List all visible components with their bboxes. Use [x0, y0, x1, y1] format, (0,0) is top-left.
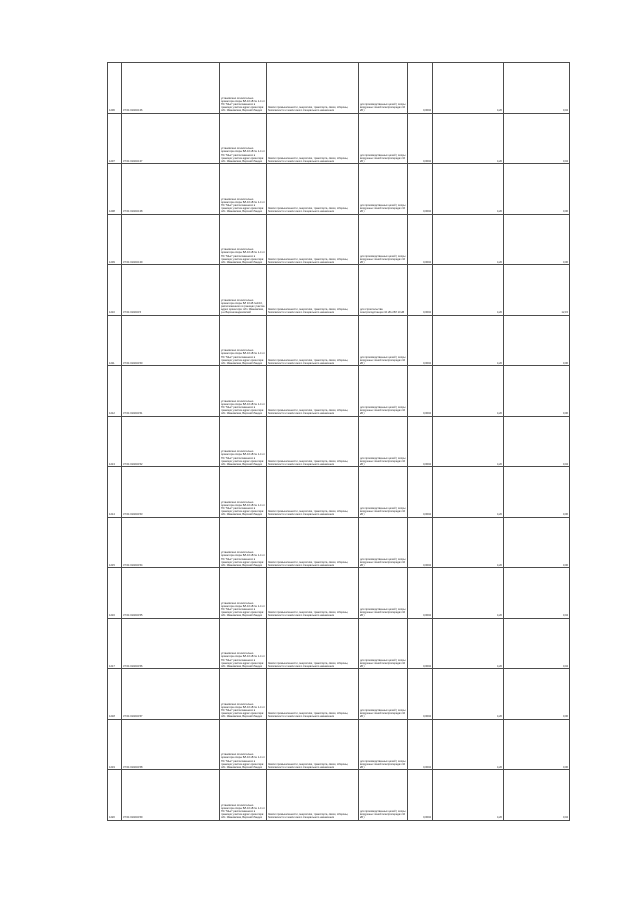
- area-cell-text: 0,0004: [423, 765, 431, 769]
- rate-cell: [433, 366, 504, 417]
- rate-cell-text: 4,20: [496, 311, 502, 315]
- cadastral-number-cell-text: 37:01:010243:50: [123, 361, 143, 365]
- rate-cell: [433, 770, 504, 821]
- area-cell: [408, 265, 433, 316]
- permitted-use-cell-text: для производственных целей ( опоры воздушных линий электропередач 10 кВ ): [360, 557, 406, 567]
- cadastral-number-cell-text: 37:01:010243:58: [123, 765, 143, 769]
- area-cell: [408, 164, 433, 215]
- area-cell-text: 0,0004: [423, 563, 431, 567]
- land-category-cell: [267, 265, 359, 316]
- land-category-cell-text: Земли промышленности, энергетики, транспорта, связи, обороны, безопасности и земли иного специального назначения: [268, 712, 349, 719]
- cadastral-number-cell: [122, 719, 220, 770]
- land-category-cell: [267, 770, 359, 821]
- table-row: [108, 669, 570, 720]
- location-cell: [220, 265, 267, 316]
- table-row: [108, 719, 570, 770]
- row-number-cell-text: 1216: [109, 614, 115, 618]
- location-cell-text: установлено относительно ориентира опоры ВЛ-10 кВ № 1-4 от ПС "Мыс" расположенного в границах участка адрес ориентира: обл. Ивановская, Верхний Ландех: [221, 147, 265, 163]
- cadastral-number-cell: [122, 770, 220, 821]
- permitted-use-cell: [359, 770, 408, 821]
- row-number-cell: [108, 113, 122, 164]
- location-cell-text: установлено относительно ориентира опоры ВЛ-10 кВ № 1-4 от ПС "Мыс" расположенного в границах участка адрес ориентира: обл. Ивановская, Верхний Ландех: [221, 702, 265, 719]
- permitted-use-cell: [359, 517, 408, 568]
- permitted-use-cell-text: для производственных целей ( опоры воздушных линий электропередач 10 кВ ): [360, 103, 406, 113]
- tax-value-cell: [504, 164, 570, 215]
- tax-value-cell-text: 0,04: [562, 614, 568, 618]
- land-category-cell-text: Земли промышленности, энергетики, транспорта, связи, обороны, безопасности и земли иного специального назначения: [268, 257, 349, 264]
- tax-value-cell-text: 0,06: [562, 765, 568, 769]
- location-cell-text: установлено относительно ориентира опоры ВЛ-10 кВ № 1-4 от ПС "Мыс" расположенного в границах участка адрес ориентира: обл. Ивановская, Верхний Ландех: [221, 601, 265, 618]
- tax-value-cell-text: 0,06: [562, 412, 568, 416]
- location-cell: [220, 164, 267, 215]
- rate-cell-text: 4,20: [496, 664, 502, 668]
- cadastral-number-cell-text: 37:01:010243:47: [123, 159, 143, 163]
- area-cell: [408, 770, 433, 821]
- tax-value-cell: [504, 113, 570, 164]
- land-category-cell: [267, 315, 359, 366]
- tax-value-cell: [504, 416, 570, 467]
- land-category-cell-text: Земли промышленности, энергетики, транспорта, связи, обороны, безопасности и земли иного специального назначения: [268, 459, 349, 466]
- table-row: [108, 618, 570, 669]
- row-number-cell-text: 1212: [109, 412, 115, 416]
- table-row: [108, 517, 570, 568]
- permitted-use-cell-text: для производственных целей ( опоры воздушных линий электропередач 10 кВ ): [360, 658, 406, 668]
- land-category-cell-text: Земли промышленности, энергетики, транспорта, связи, обороны, безопасности и земли иного специального назначения: [268, 661, 349, 668]
- cadastral-number-cell-text: 37:01:010243:53: [123, 513, 143, 517]
- rate-cell-text: 4,20: [496, 816, 502, 820]
- row-number-cell: [108, 618, 122, 669]
- location-cell: [220, 719, 267, 770]
- rate-cell-text: 4,20: [496, 361, 502, 365]
- land-category-cell-text: Земли промышленности, энергетики, транспорта, связи, обороны, безопасности и земли иного специального назначения: [268, 813, 349, 820]
- row-number-cell: [108, 265, 122, 316]
- tax-value-cell: [504, 770, 570, 821]
- location-cell: [220, 63, 267, 114]
- location-cell: [220, 770, 267, 821]
- location-cell-text: установлено относительно ориентира опоры ВЛ-10 кВ № 1-4 от ПС "Мыс" расположенного в границах участка адрес ориентира: обл. Ивановская, Верхний Ландех: [221, 803, 265, 820]
- table-row: [108, 467, 570, 518]
- land-category-cell: [267, 366, 359, 417]
- rate-cell: [433, 568, 504, 619]
- row-number-cell-text: 1217: [109, 664, 115, 668]
- area-cell-text: 0,0004: [423, 260, 431, 264]
- rate-cell: [433, 416, 504, 467]
- land-category-cell-text: Земли промышленности, энергетики, транспорта, связи, обороны, безопасности и земли иного специального назначения: [268, 308, 349, 315]
- location-cell: [220, 416, 267, 467]
- rate-cell-text: 4,20: [496, 614, 502, 618]
- table-body: [108, 63, 570, 821]
- location-cell-text: установлено относительно ориентира опоры ВЛ-10 кВ № 1-4 от ПС "Мыс" расположенного в границах участка адрес ориентира: обл. Ивановская, Верхний Ландех: [221, 551, 265, 567]
- location-cell-text: установлено относительно ориентира опоры ВЛ-10 кВ № 1-4 от ПС "Мыс" расположенного в границах участка адрес ориентира: обл. Ивановская, Верхний Ландех: [221, 500, 265, 517]
- cadastral-number-cell: [122, 416, 220, 467]
- cadastral-number-cell-text: 37:01:010243:52: [123, 462, 143, 466]
- land-category-cell: [267, 164, 359, 215]
- land-registry-table: [107, 62, 570, 821]
- rate-cell-text: 4,20: [496, 563, 502, 567]
- location-cell-text: установлено относительно ориентира опоры ВЛ-10 кВ № 1-4 от ПС "Мыс" расположенного в границах участка адрес ориентира: обл. Ивановская, Верхний Ландех: [221, 349, 265, 365]
- permitted-use-cell-text: для производственных целей ( опоры воздушных линий электропередач 10 кВ ): [360, 709, 406, 719]
- row-number-cell: [108, 214, 122, 265]
- row-number-cell-text: 1215: [109, 563, 115, 567]
- cadastral-number-cell: [122, 568, 220, 619]
- area-cell: [408, 63, 433, 114]
- row-number-cell: [108, 467, 122, 518]
- area-cell-text: 0,0004: [423, 715, 431, 719]
- land-category-cell: [267, 113, 359, 164]
- rate-cell-text: 4,20: [496, 765, 502, 769]
- cadastral-number-cell: [122, 467, 220, 518]
- permitted-use-cell-text: для производственных целей ( опоры воздушных линий электропередач 10 кВ ): [360, 254, 406, 264]
- table-row: [108, 416, 570, 467]
- location-cell: [220, 517, 267, 568]
- land-category-cell: [267, 618, 359, 669]
- area-cell: [408, 214, 433, 265]
- permitted-use-cell: [359, 568, 408, 619]
- land-category-cell: [267, 63, 359, 114]
- row-number-cell: [108, 315, 122, 366]
- row-number-cell: [108, 517, 122, 568]
- land-category-cell-text: Земли промышленности, энергетики, транспорта, связи, обороны, безопасности и земли иного специального назначения: [268, 762, 349, 769]
- area-cell: [408, 416, 433, 467]
- rate-cell: [433, 164, 504, 215]
- cadastral-number-cell: [122, 214, 220, 265]
- land-category-cell-text: Земли промышленности, энергетики, транспорта, связи, обороны, безопасности и земли иного специального назначения: [268, 409, 349, 416]
- tax-value-cell-text: 0,06: [562, 715, 568, 719]
- location-cell: [220, 669, 267, 720]
- area-cell-text: 0,0004: [423, 816, 431, 820]
- cadastral-number-cell-text: 37:01:010243:49: [123, 260, 143, 264]
- rate-cell-text: 4,20: [496, 159, 502, 163]
- rate-cell-text: 4,20: [496, 715, 502, 719]
- area-cell-text: 0,0004: [423, 412, 431, 416]
- area-cell-text: 0,0004: [423, 210, 431, 214]
- cadastral-number-cell-text: 37:01:010243:54: [123, 563, 143, 567]
- cadastral-number-cell: [122, 517, 220, 568]
- tax-value-cell: [504, 63, 570, 114]
- cadastral-number-cell-text: 37:01:010243:56: [123, 664, 143, 668]
- cadastral-number-cell-text: 37:01:010243:59: [123, 816, 143, 820]
- tax-value-cell: [504, 618, 570, 669]
- cadastral-number-cell-text: 37:01:010243:55: [123, 614, 143, 618]
- land-category-cell: [267, 568, 359, 619]
- row-number-cell-text: 1207: [109, 159, 115, 163]
- rate-cell: [433, 113, 504, 164]
- land-category-cell-text: Земли промышленности, энергетики, транспорта, связи, обороны, безопасности и земли иного специального назначения: [268, 358, 349, 365]
- table-row: [108, 770, 570, 821]
- row-number-cell-text: 1206: [109, 109, 115, 113]
- area-cell: [408, 669, 433, 720]
- rate-cell: [433, 669, 504, 720]
- location-cell: [220, 315, 267, 366]
- cadastral-number-cell-text: 37:01:010243:46: [123, 109, 143, 113]
- rate-cell-text: 4,20: [496, 210, 502, 214]
- rate-cell-text: 4,20: [496, 412, 502, 416]
- rate-cell: [433, 719, 504, 770]
- tax-value-cell-text: 0,04: [562, 159, 568, 163]
- land-category-cell-text: Земли промышленности, энергетики, транспорта, связи, обороны, безопасности и земли иного специального назначения: [268, 207, 349, 214]
- land-category-cell: [267, 467, 359, 518]
- row-number-cell-text: 1208: [109, 210, 115, 214]
- land-category-cell-text: Земли промышленности, энергетики, транспорта, связи, обороны, безопасности и земли иного специального назначения: [268, 611, 349, 618]
- cadastral-number-cell-text: 37:01:010243:51: [123, 412, 143, 416]
- rate-cell-text: 4,20: [496, 462, 502, 466]
- rate-cell-text: 4,20: [496, 513, 502, 517]
- location-cell: [220, 214, 267, 265]
- location-cell: [220, 467, 267, 518]
- permitted-use-cell-text: для производственных целей ( опоры воздушных линий электропередач 10 кВ ): [360, 153, 406, 163]
- area-cell: [408, 467, 433, 518]
- table-row: [108, 265, 570, 316]
- area-cell-text: 0,0004: [423, 614, 431, 618]
- area-cell: [408, 568, 433, 619]
- area-cell-text: 0,0004: [423, 311, 431, 315]
- permitted-use-cell-text: для производственных целей ( опоры воздушных линий электропередач 10 кВ ): [360, 355, 406, 365]
- permitted-use-cell: [359, 719, 408, 770]
- tax-value-cell-text: 0,04: [562, 462, 568, 466]
- location-cell: [220, 113, 267, 164]
- cadastral-number-cell: [122, 618, 220, 669]
- row-number-cell: [108, 770, 122, 821]
- table-row: [108, 164, 570, 215]
- row-number-cell: [108, 416, 122, 467]
- row-number-cell: [108, 164, 122, 215]
- location-cell-text: установлено относительно ориентира опоры ВЛ-10 кВ № 1-4 от ПС "Мыс" расположенного в границах участка адрес ориентира: обл. Ивановская, Верхний Ландех: [221, 248, 265, 264]
- area-cell: [408, 315, 433, 366]
- row-number-cell: [108, 568, 122, 619]
- tax-value-cell: [504, 315, 570, 366]
- cadastral-number-cell: [122, 315, 220, 366]
- tax-value-cell-text: 0,06: [562, 563, 568, 567]
- permitted-use-cell: [359, 265, 408, 316]
- row-number-cell-text: 1213: [109, 462, 115, 466]
- area-cell: [408, 719, 433, 770]
- land-category-cell: [267, 517, 359, 568]
- tax-value-cell: [504, 719, 570, 770]
- land-category-cell-text: Земли промышленности, энергетики, транспорта, связи, обороны, безопасности и земли иного специального назначения: [268, 560, 349, 567]
- rate-cell: [433, 214, 504, 265]
- row-number-cell-text: 1214: [109, 513, 115, 517]
- permitted-use-cell: [359, 467, 408, 518]
- area-cell-text: 0,0004: [423, 462, 431, 466]
- row-number-cell-text: 1218: [109, 715, 115, 719]
- permitted-use-cell: [359, 164, 408, 215]
- land-category-cell-text: Земли промышленности, энергетики, транспорта, связи, обороны, безопасности и земли иного специального назначения: [268, 510, 349, 517]
- rate-cell: [433, 315, 504, 366]
- rate-cell: [433, 618, 504, 669]
- tax-value-cell-text: 0,06: [562, 260, 568, 264]
- row-number-cell-text: 1211: [109, 361, 115, 365]
- row-number-cell-text: 1220: [109, 816, 115, 820]
- permitted-use-cell-text: для производственных целей ( опоры воздушных линий электропередач 10 кВ ): [360, 406, 406, 416]
- permitted-use-cell: [359, 113, 408, 164]
- land-category-cell: [267, 719, 359, 770]
- land-category-cell: [267, 214, 359, 265]
- cadastral-number-cell: [122, 113, 220, 164]
- area-cell: [408, 618, 433, 669]
- area-cell-text: 0,0004: [423, 109, 431, 113]
- cadastral-number-cell-text: 37:01:010243:5: [123, 311, 142, 315]
- area-cell-text: 0,0004: [423, 361, 431, 365]
- location-cell-text: установлено относительно ориентира опоры ВЛ 10 кВ №1/10, расположенного в границах участка адрес ориентира: обл. Ивановская, р-н Верхнеландеховский: [221, 298, 265, 315]
- permitted-use-cell-text: для производственных целей ( опоры воздушных линий электропередач 10 кВ ): [360, 810, 406, 820]
- row-number-cell: [108, 366, 122, 417]
- land-category-cell: [267, 669, 359, 720]
- location-cell-text: установлено относительно ориентира опоры ВЛ-10 кВ № 1-4 от ПС "Мыс" расположенного в границах участка адрес ориентира: обл. Ивановская, Верхний Ландех: [221, 753, 265, 769]
- tax-value-cell: [504, 517, 570, 568]
- tax-value-cell: [504, 568, 570, 619]
- tax-value-cell-text: 0,06: [562, 513, 568, 517]
- table-row: [108, 113, 570, 164]
- area-cell-text: 0,0004: [423, 513, 431, 517]
- tax-value-cell: [504, 669, 570, 720]
- area-cell-text: 0,0004: [423, 159, 431, 163]
- permitted-use-cell: [359, 214, 408, 265]
- land-category-cell-text: Земли промышленности, энергетики, транспорта, связи, обороны, безопасности и земли иного специального назначения: [268, 156, 349, 163]
- row-number-cell-text: 1209: [109, 260, 115, 264]
- tax-value-cell: [504, 265, 570, 316]
- permitted-use-cell: [359, 366, 408, 417]
- area-cell: [408, 366, 433, 417]
- location-cell-text: установлено относительно ориентира опоры ВЛ-10 кВ № 1-4 от ПС "Мыс" расположенного в границах участка адрес ориентира: обл. Ивановская, Верхний Ландех: [221, 197, 265, 214]
- tax-value-cell-text: 0,04: [562, 816, 568, 820]
- location-cell-text: установлено относительно ориентира опоры ВЛ-10 кВ № 1-4 от ПС "Мыс" расположенного в границах участка адрес ориентира: обл. Ивановская, Верхний Ландех: [221, 652, 265, 668]
- permitted-use-cell-text: для производственных целей ( опоры воздушных линий электропередач 10 кВ ): [360, 759, 406, 769]
- row-number-cell: [108, 63, 122, 114]
- permitted-use-cell-text: для производственных целей ( опоры воздушных линий электропередач 10 кВ ): [360, 608, 406, 618]
- permitted-use-cell: [359, 63, 408, 114]
- location-cell: [220, 568, 267, 619]
- table-row: [108, 366, 570, 417]
- tax-value-cell-text: 0,04: [562, 109, 568, 113]
- cadastral-number-cell: [122, 366, 220, 417]
- permitted-use-cell-text: для производственных целей ( опоры воздушных линий электропередач 10 кВ ): [360, 204, 406, 214]
- permitted-use-cell-text: для производственных целей ( опоры воздушных линий электропередач 10 кВ ): [360, 507, 406, 517]
- land-category-cell: [267, 416, 359, 467]
- cadastral-number-cell: [122, 669, 220, 720]
- rate-cell-text: 4,20: [496, 260, 502, 264]
- permitted-use-cell: [359, 669, 408, 720]
- cadastral-number-cell: [122, 164, 220, 215]
- land-category-cell-text: Земли промышленности, энергетики, транспорта, связи, обороны, безопасности и земли иного специального назначения: [268, 106, 349, 113]
- table-row: [108, 214, 570, 265]
- cadastral-number-cell: [122, 63, 220, 114]
- area-cell: [408, 113, 433, 164]
- location-cell-text: установлено относительно ориентира опоры ВЛ-10 кВ № 1-4 от ПС "Мыс" расположенного в границах участка адрес ориентира: обл. Ивановская, Верхний Ландех: [221, 399, 265, 416]
- rate-cell-text: 4,20: [496, 109, 502, 113]
- row-number-cell-text: 1219: [109, 765, 115, 769]
- location-cell: [220, 618, 267, 669]
- row-number-cell: [108, 719, 122, 770]
- permitted-use-cell: [359, 618, 408, 669]
- rate-cell: [433, 63, 504, 114]
- cadastral-number-cell-text: 37:01:010243:48: [123, 210, 143, 214]
- area-cell-text: 0,0004: [423, 664, 431, 668]
- table-row: [108, 315, 570, 366]
- tax-value-cell-text: 0,04: [562, 664, 568, 668]
- row-number-cell-text: 1210: [109, 311, 115, 315]
- permitted-use-cell: [359, 416, 408, 467]
- cadastral-number-cell: [122, 265, 220, 316]
- location-cell-text: установлено относительно ориентира опоры ВЛ-10 кВ № 1-4 от ПС "Мыс" расположенного в границах участка адрес ориентира: обл. Ивановская, Верхний Ландех: [221, 96, 265, 113]
- tax-value-cell-text: 0,06: [562, 210, 568, 214]
- area-cell: [408, 517, 433, 568]
- cadastral-number-cell-text: 37:01:010243:57: [123, 715, 143, 719]
- permitted-use-cell: [359, 315, 408, 366]
- tax-value-cell: [504, 214, 570, 265]
- table-row: [108, 568, 570, 619]
- tax-value-cell-text: 0,06: [562, 361, 568, 365]
- rate-cell: [433, 265, 504, 316]
- tax-value-cell: [504, 467, 570, 518]
- row-number-cell: [108, 669, 122, 720]
- rate-cell: [433, 467, 504, 518]
- rate-cell: [433, 517, 504, 568]
- location-cell-text: установлено относительно ориентира опоры ВЛ-10 кВ № 1-4 от ПС "Мыс" расположенного в границах участка адрес ориентира: обл. Ивановская, Верхний Ландех: [221, 450, 265, 466]
- permitted-use-cell-text: для строительства электроподстанции 10 кВ и ВЛ 10 кВ: [360, 308, 405, 315]
- location-cell: [220, 366, 267, 417]
- tax-value-cell: [504, 366, 570, 417]
- table-row: [108, 63, 570, 114]
- permitted-use-cell-text: для производственных целей ( опоры воздушных линий электропередач 10 кВ ): [360, 456, 406, 466]
- tax-value-cell-text: 12,15: [561, 311, 568, 315]
